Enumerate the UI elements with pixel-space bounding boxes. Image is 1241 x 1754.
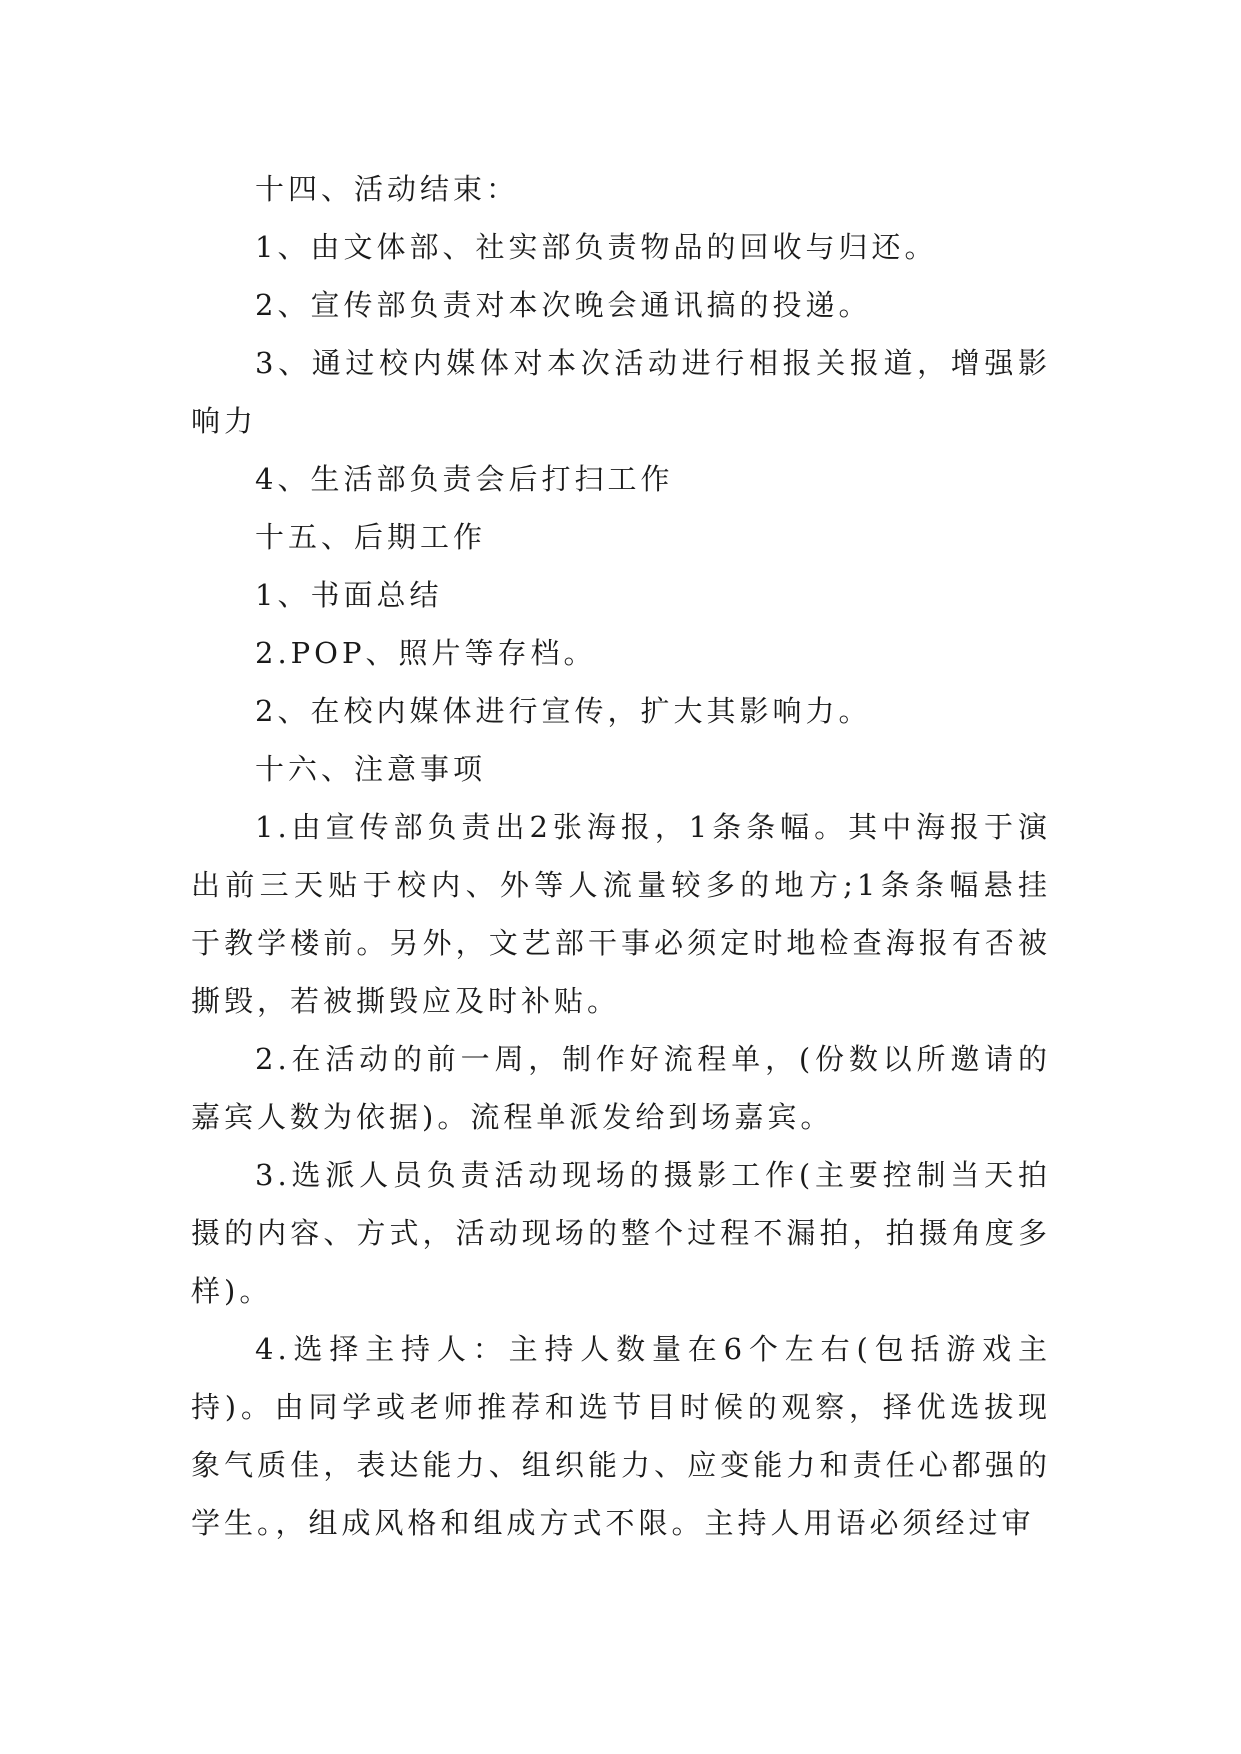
list-item: 3.选派人员负责活动现场的摄影工作(主要控制当天拍摄的内容、方式，活动现场的整个过程不漏拍，拍摄角度多样)。: [191, 1158, 1051, 1308]
list-item: 2.POP、照片等存档。: [255, 636, 597, 670]
list-item: 1.由宣传部负责出2张海报，1条条幅。其中海报于演出前三天贴于校内、外等人流量较多的地方;1条条幅悬挂于教学楼前。另外，文艺部干事必须定时地检查海报有否被撕毁，若被撕毁应及时补贴。: [191, 810, 1051, 1018]
heading-notes: 十六、注意事项: [255, 752, 487, 786]
document-body: [191, 160, 1051, 1552]
list-item: 1、由文体部、社实部负责物品的回收与归还。: [255, 230, 938, 264]
list-item: 4、生活部负责会后打扫工作: [255, 462, 674, 496]
heading-activity-end: 十四、活动结束：: [255, 172, 520, 206]
heading-follow-up-work: 十五、后期工作: [255, 520, 487, 554]
list-item: 3、通过校内媒体对本次活动进行相报关报道，增强影响力: [191, 346, 1051, 438]
list-item: 1、书面总结: [255, 578, 443, 612]
list-item: 2、宣传部负责对本次晚会通讯搞的投递。: [255, 288, 872, 322]
list-item: 2、在校内媒体进行宣传，扩大其影响力。: [255, 694, 872, 728]
list-item: 4.选择主持人：主持人数量在6个左右(包括游戏主持)。由同学或老师推荐和选节目时候的观察，择优选拔现象气质佳，表达能力、组织能力、应变能力和责任心都强的学生。，组成风格和组成方式不限。主持人用语必须经过审: [191, 1332, 1051, 1540]
list-item: 2.在活动的前一周，制作好流程单，(份数以所邀请的嘉宾人数为依据)。流程单派发给到场嘉宾。: [191, 1042, 1051, 1134]
